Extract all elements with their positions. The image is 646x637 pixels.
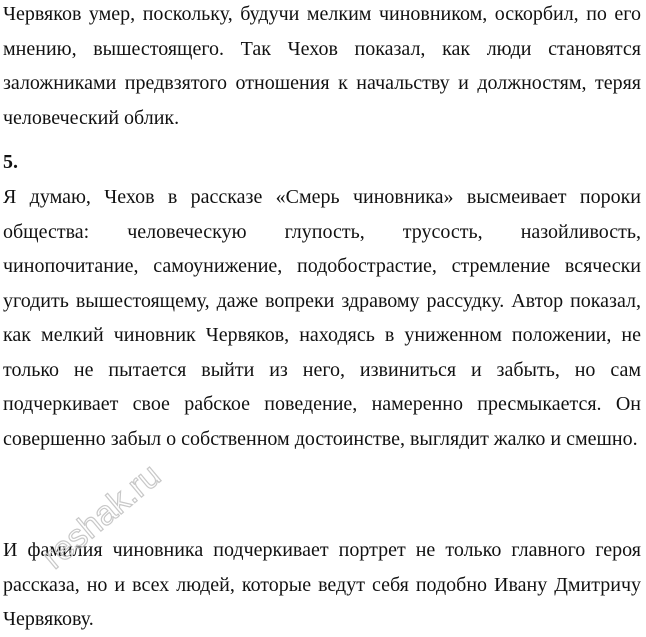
paragraph-2: Я думаю, Чехов в рассказе «Смерь чиновника» высмеивает пороки общества: человеческую глупость, трусость, назойливость, чинопочитание, самоунижение, подобострастие, стремление всячески угодить вышестоящему, даже вопреки здравому рассудку. Автор показал, как мелкий чиновник Червяков, находясь в униженном положении, не только не пытается выйти из него, извиниться и забыть, но сам подчеркивает свое рабское поведение, намеренно пресмыкается. Он совершенно забыл о собственном достоинстве, выглядит жалко и смешно.	[3, 186, 641, 450]
paragraph-1: Червяков умер, поскольку, будучи мелким чиновником, оскорбил, по его мнению, вышестоящего. Так Чехов показал, как люди становятся заложниками предвзятого отношения к начальству и должностям, теряя человеческий облик.	[3, 3, 641, 129]
watermark-text: reshak.ru	[34, 456, 168, 577]
section-number: 5.	[3, 151, 18, 173]
paragraph-3: И фамилия чиновника подчеркивает портрет не только главного героя рассказа, но и всех людей, которые ведут себя подобно Ивану Дмитричу Червякову.	[3, 539, 641, 630]
